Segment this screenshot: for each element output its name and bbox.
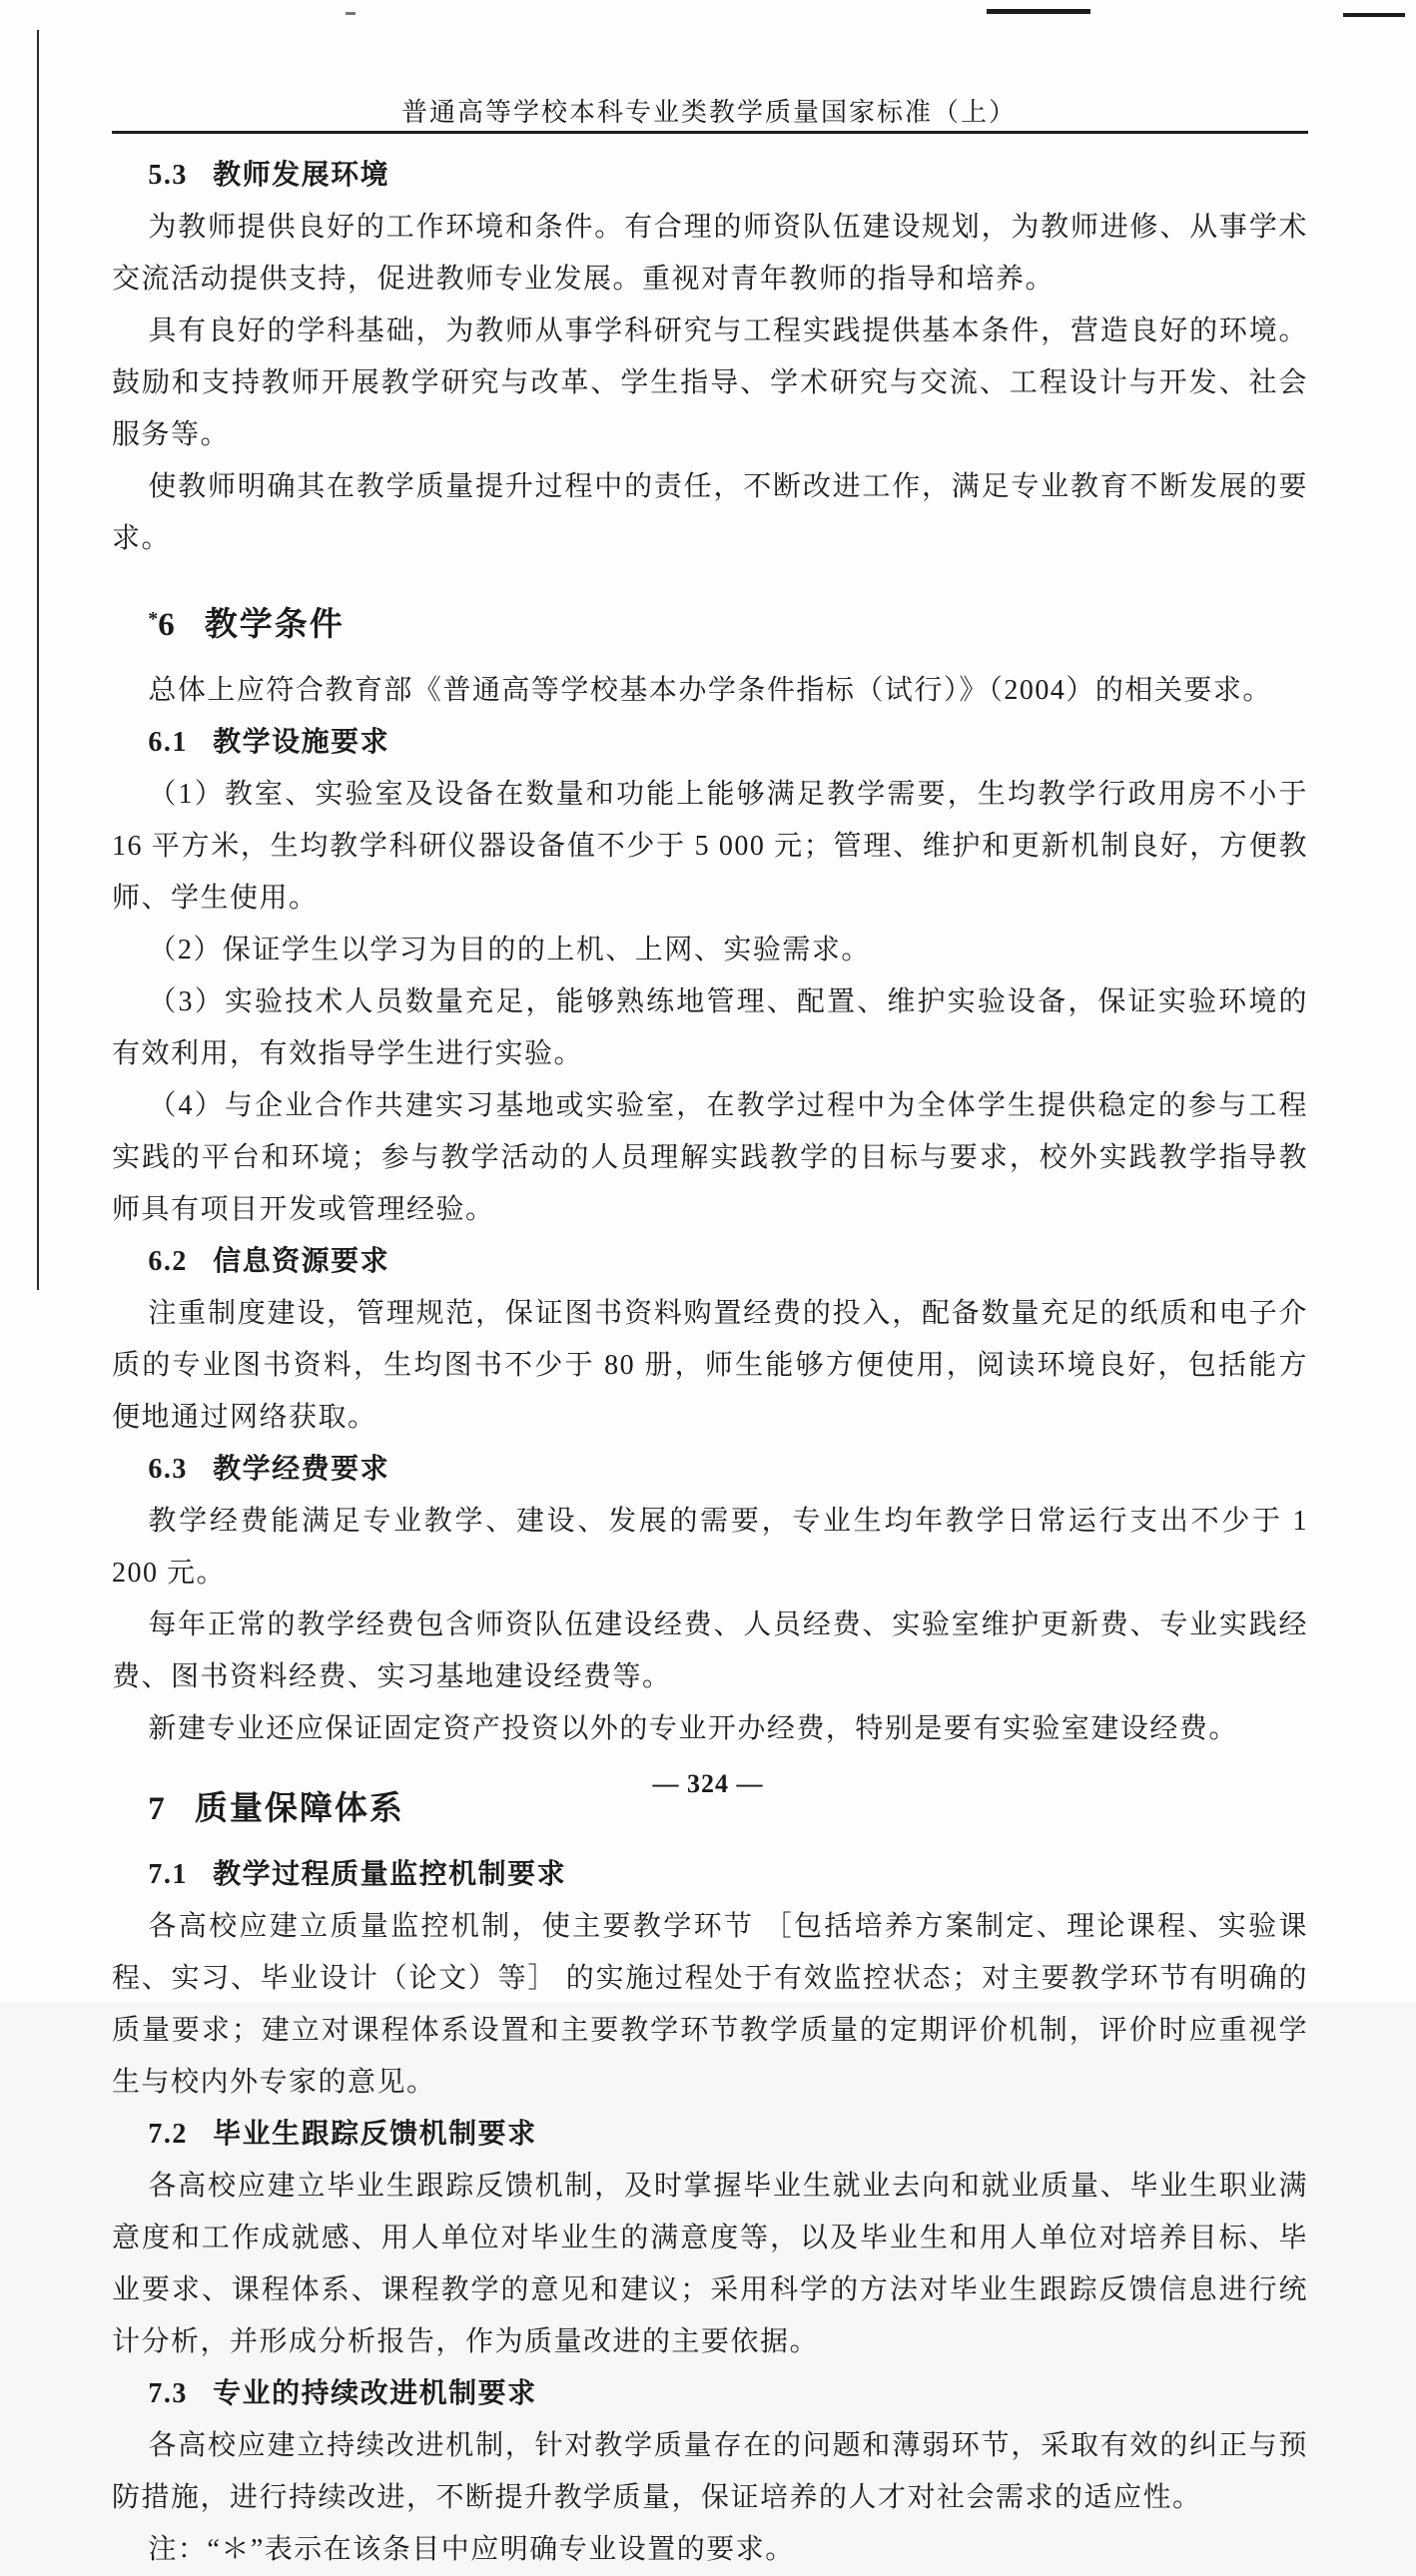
heading-title: 教学过程质量监控机制要求 (213, 1858, 567, 1890)
heading-number: 7.2 (148, 2118, 188, 2150)
para-7-2-1: 各高校应建立毕业生跟踪反馈机制，及时掌握毕业生就业去向和就业质量、毕业生职业满意度和工作成就感、用人单位对毕业生的满意度等，以及毕业生和用人单位对培养目标、毕业要求、课程体系、课程教学的意见和建议；采用科学的方法对毕业生跟踪反馈信息进行统计分析，并形成分析报告，作为质量改进的主要依据。 (112, 2170, 1308, 2357)
para-5-3-1: 为教师提供良好的工作环境和条件。有合理的师资队伍建设规划，为教师进修、从事学术交流活动提供支持，促进教师专业发展。重视对青年教师的指导和培养。 (112, 212, 1308, 295)
page-body (112, 150, 1308, 2576)
heading-number: 5.3 (148, 160, 188, 191)
heading-7-1 (112, 1849, 1308, 1901)
heading-number: 6.3 (148, 1453, 188, 1485)
heading-5-3 (112, 150, 1308, 202)
heading-number: 6 (158, 606, 177, 643)
heading-number: 6.2 (148, 1245, 188, 1277)
header-rule (112, 131, 1308, 134)
scan-edge-line (37, 30, 39, 1290)
footnote: 注：“＊”表示在该条目中应明确专业设置的要求。 (148, 2533, 795, 2565)
para-6-3-2: 每年正常的教学经费包含师资队伍建设经费、人员经费、实验室维护更新费、专业实践经费、图书资料经费、实习基地建设经费等。 (112, 1609, 1308, 1692)
heading-title: 质量保障体系 (194, 1790, 404, 1827)
heading-7-3 (112, 2368, 1308, 2420)
heading-title: 教学经费要求 (213, 1453, 390, 1485)
para-5-3-2: 具有良好的学科基础，为教师从事学科研究与工程实践提供基本条件，营造良好的环境。鼓励和支持教师开展教学研究与改革、学生指导、学术研究与交流、工程设计与开发、社会服务等。 (112, 316, 1308, 450)
para-6-3-1: 教学经费能满足专业教学、建设、发展的需要，专业生均年教学日常运行支出不少于 1 200 元。 (112, 1505, 1308, 1589)
para-6-1-item-1: （1）教室、实验室及设备在数量和功能上能够满足教学需要，生均教学行政用房不小于 16 平方米，生均教学科研仪器设备值不少于 5 000 元；管理、维护和更新机制良好，方便教师、学生使用。 (112, 778, 1308, 914)
heading-title: 信息资源要求 (213, 1245, 390, 1277)
heading-6-1 (112, 717, 1308, 769)
para-6-1-item-3: （3）实验技术人员数量充足，能够熟练地管理、配置、维护实验设备，保证实验环境的有效利用，有效指导学生进行实验。 (112, 985, 1308, 1069)
para-6-intro: 总体上应符合教育部《普通高等学校基本办学条件指标（试行）》（2004）的相关要求。 (148, 674, 1272, 706)
para-5-3-3: 使教师明确其在教学质量提升过程中的责任，不断改进工作，满足专业教育不断发展的要求。 (112, 471, 1308, 554)
para-6-1-item-4: （4）与企业合作共建实习基地或实验室，在教学过程中为全体学生提供稳定的参与工程实践的平台和环境；参与教学活动的人员理解实践教学的目标与要求，校外实践教学指导教师具有项目开发或管理经验。 (112, 1089, 1308, 1225)
heading-7-2 (112, 2109, 1308, 2161)
scan-artifact (1343, 13, 1405, 17)
scan-artifact (987, 9, 1090, 14)
running-header-title: 普通高等学校本科专业类教学质量国家标准（上） (400, 98, 1017, 127)
page-footer (0, 1769, 1416, 1799)
para-6-3-3: 新建专业还应保证固定资产投资以外的专业开办经费，特别是要有实验室建设经费。 (148, 1712, 1238, 1744)
heading-title: 教师发展环境 (213, 160, 390, 191)
heading-title: 专业的持续改进机制要求 (213, 2377, 537, 2409)
asterisk-marker: * (148, 608, 159, 630)
para-7-1-1: 各高校应建立质量监控机制，使主要教学环节 ［包括培养方案制定、理论课程、实验课程、实习、毕业设计（论文）等］ 的实施过程处于有效监控状态；对主要教学环节有明确的质量要求；建立对课程体系设置和主要教学环节教学质量的定期评价机制，评价时应重视学生与校内外专家的意见。 (112, 1910, 1308, 2098)
heading-6 (112, 591, 1308, 653)
para-7-3-1: 各高校应建立持续改进机制，针对教学质量存在的问题和薄弱环节，采取有效的纠正与预防措施，进行持续改进，不断提升教学质量，保证培养的人才对社会需求的适应性。 (112, 2429, 1308, 2513)
para-6-1-item-2: （2）保证学生以学习为目的的上机、上网、实验需求。 (148, 934, 871, 966)
heading-title: 毕业生跟踪反馈机制要求 (213, 2118, 537, 2150)
heading-number: 7.3 (148, 2377, 188, 2409)
heading-6-3 (112, 1444, 1308, 1496)
heading-title: 教学设施要求 (213, 726, 390, 758)
heading-6-2 (112, 1236, 1308, 1288)
heading-number: 7 (148, 1790, 167, 1827)
page-number: — 324 — (652, 1769, 764, 1798)
scan-artifact (346, 12, 355, 15)
heading-number: 7.1 (148, 1858, 188, 1890)
heading-title: 教学条件 (204, 606, 345, 643)
heading-number: 6.1 (148, 726, 188, 758)
para-6-2-1: 注重制度建设，管理规范，保证图书资料购置经费的投入，配备数量充足的纸质和电子介质的专业图书资料，生均图书不少于 80 册，师生能够方便使用，阅读环境良好，包括能方便地通过网络获取。 (112, 1297, 1308, 1433)
